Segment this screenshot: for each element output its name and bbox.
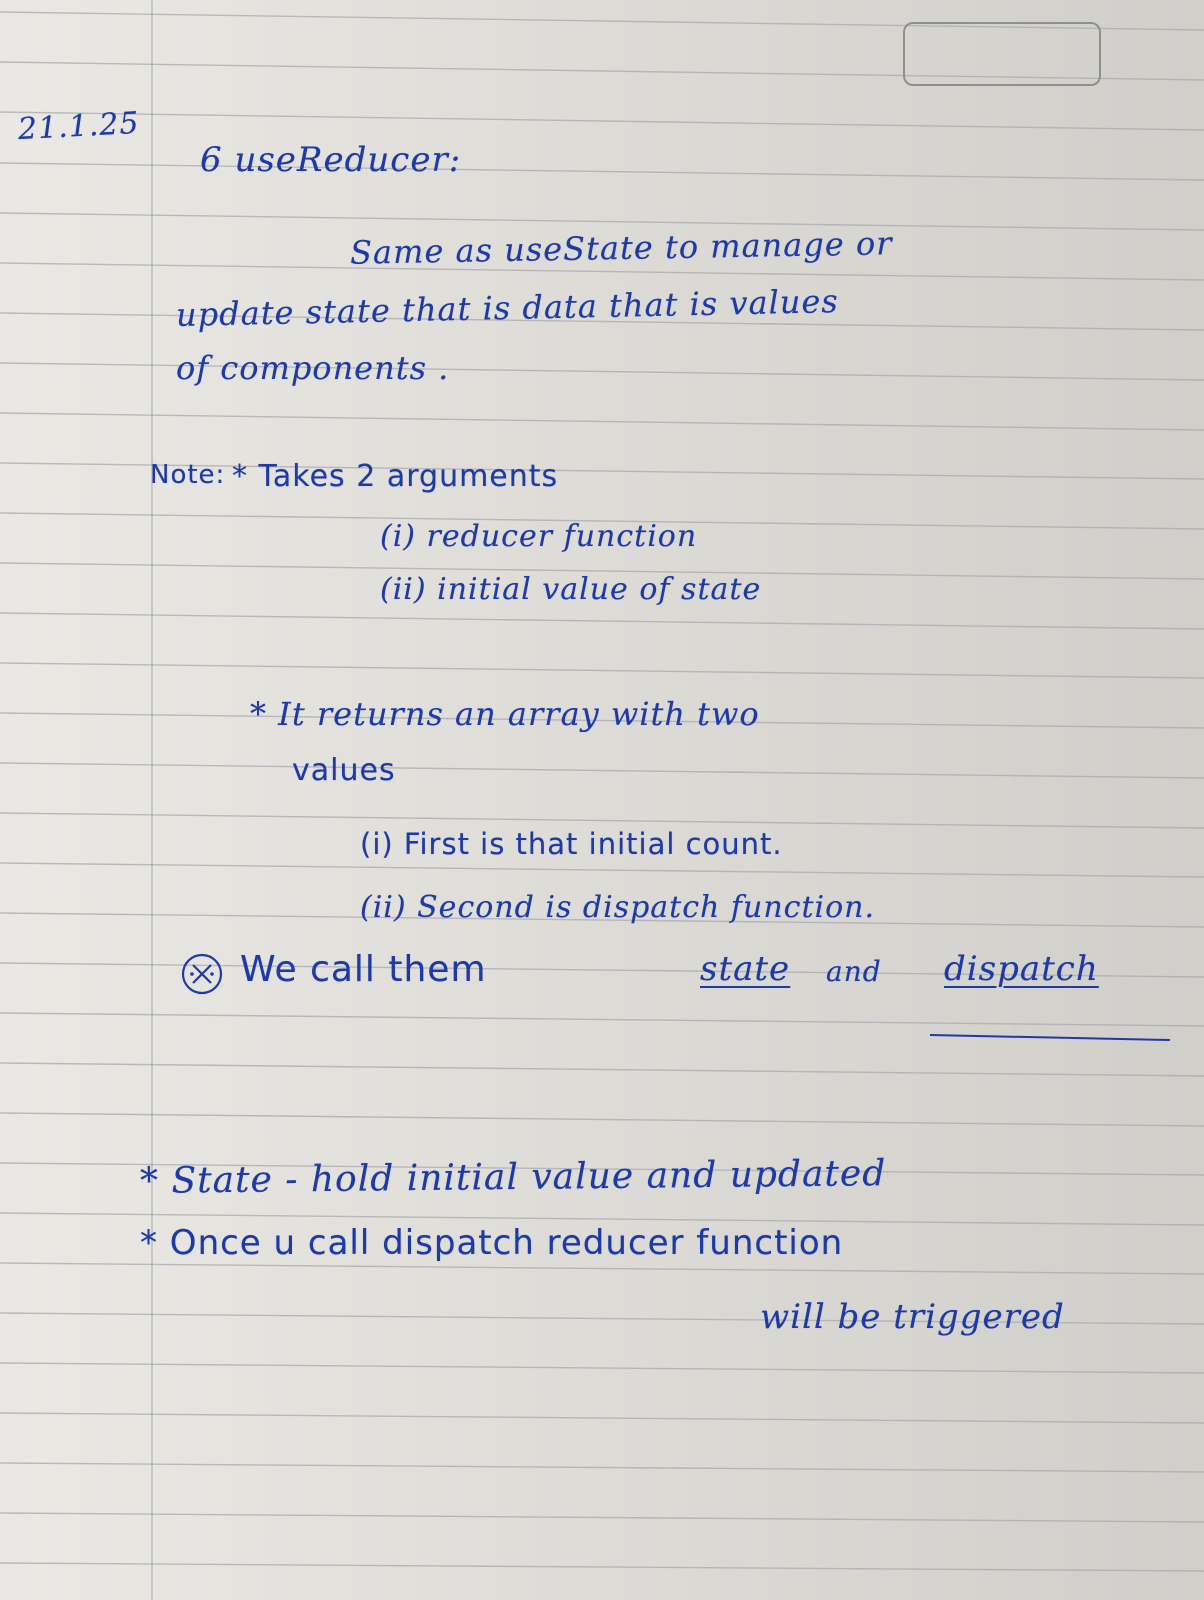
returns-item-2: (ii) Second is dispatch function. [360,890,876,925]
returns-item-1: (i) First is that initial count. [360,827,783,861]
returns-line-1: * It returns an array with two [250,695,760,733]
summary-line-1: * State - hold initial value and updated [139,1153,887,1202]
note-label: Note: [150,460,226,490]
summary-line-2: * Once u call dispatch reducer function [140,1223,844,1263]
corner-box [903,22,1101,86]
star-circle-icon [180,952,224,996]
date: 21.1.25 [17,105,141,148]
call-them-prefix: We call them [240,949,487,990]
dispatch-word: dispatch [944,949,1099,989]
note-arg-2: (ii) initial value of state [380,572,762,607]
margin-line [151,0,153,1600]
intro-line-3: of components . [176,349,450,387]
note-arg-1: (i) reducer function [380,519,698,554]
summary-line-3: will be triggered [760,1297,1065,1337]
note-line-1: * Takes 2 arguments [232,459,559,494]
state-word: state [700,949,791,989]
intro-line-2: update state that is data that is values [175,282,840,334]
and-word: and [826,955,882,988]
intro-line-1: Same as useState to manage or [349,224,893,272]
returns-line-2: values [292,753,396,788]
heading: 6 useReducer: [200,140,462,180]
